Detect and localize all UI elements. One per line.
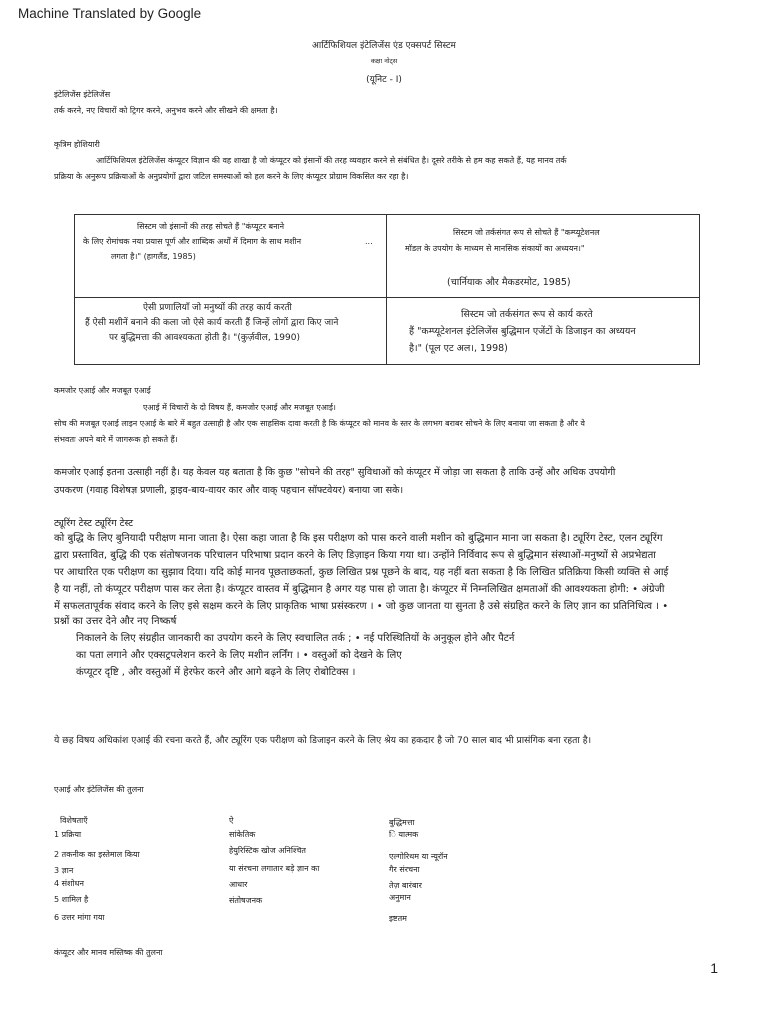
comparison-column-ai	[229, 829, 319, 911]
comparison-column-features	[54, 829, 140, 928]
cell-line: पर बुद्धिमत्ता की आवश्यकता होती है। "(कुर्ज़वील, 1990)	[109, 333, 300, 343]
definitions-cell-act-rationally	[387, 298, 700, 365]
comparison-heading: एआई और इंटेलिजेंस की तुलना	[54, 785, 144, 794]
comparison-cell: 6 उत्तर मांगा गया	[54, 913, 105, 922]
cell-line: सिस्टम जो इंसानों की तरह सोचते हैं "कंप्यूटर बनाने	[137, 222, 285, 231]
ai-definitions-table	[74, 214, 700, 365]
comparison-cell: हेयुरिस्टिक खोज अनिश्चित	[229, 846, 306, 855]
cell-line: सिस्टम जो तर्कसंगत रूप से सोचते हैं "कम्प्यूटेशनल	[453, 228, 600, 237]
definitions-cell-think-rationally	[387, 215, 700, 298]
turing-line: में सफलतापूर्वक संवाद करने के लिए इसे सक्षम करने के लिए प्राकृतिक भाषा प्रसंस्करण । • जो कुछ जानता या सुनता है उसे संग्रहित करने के लिए ज्ञान का प्रतिनिधित्व । •	[54, 601, 669, 612]
intelligence-definition: तर्क करने, नए विचारों को ट्रिगर करने, अनुभव करने और सीखने की क्षमता है।	[54, 106, 278, 115]
ai-paragraph-line: आर्टिफिशियल इंटेलिजेंस कंप्यूटर विज्ञान की वह शाखा है जो कंप्यूटर को इंसानों की तरह व्यवहार करने से संबंधित है। दूसरे तरीके से हम कह सकते हैं, यह मानव तर्क	[96, 156, 567, 165]
turing-line: है या नहीं, तो कंप्यूटर परीक्षण पास कर लेता है। कंप्यूटर वास्तव में बुद्धिमान है अगर यह पास हो जाता है। कंप्यूटर में निम्नलिखित क्षमताओं की आवश्यकता होगी: • अंग्रेजी	[54, 584, 665, 595]
comparison-cell: 4 संशोधन	[54, 879, 84, 888]
comparison-cell: आधार	[229, 880, 248, 889]
comparison-cell: गैर संरचना	[389, 865, 420, 874]
ai-paragraph-line: प्रक्रिया के अनुरूप प्रक्रियाओं के अनुप्रयोगों द्वारा जटिल समस्याओं को हल करने के लिए कंप्यूटर प्रोग्राम विकसित कर रहा है।	[54, 172, 409, 181]
intelligence-heading: इंटेलिजेंस इंटेलिजेंस	[54, 90, 111, 99]
comparison-cell: अनुमान	[389, 893, 411, 902]
comparison-column-intelligence	[389, 829, 448, 929]
comparison-cell: संतोषजनक	[229, 896, 263, 905]
cell-line: ऐसी प्रणालियाँ जो मनुष्यों की तरह कार्य करती	[143, 303, 292, 313]
weak-strong-line: सोच की मजबूत एआई लाइन एआई के बारे में बहुत उत्साही है और एक साहसिक दावा करती है कि कंप्यूटर को मानव के स्तर के लगभग बराबर सोचने के लिए बनाया जा सकता है और वे	[54, 419, 585, 428]
comparison-header-features: विशेषताएँ	[60, 816, 88, 825]
turing-heading: ट्यूरिंग टेस्ट ट्यूरिंग टेस्ट	[54, 518, 134, 529]
comparison-cell: या संरचना लगातार बड़े ज्ञान का	[229, 864, 320, 873]
cell-line: सिस्टम जो तर्कसंगत रूप से कार्य करते	[461, 309, 593, 320]
page-number: 1	[710, 960, 718, 976]
weak-strong-line: संभवतः अपने बारे में जागरूक हो सकते हैं।	[54, 435, 178, 444]
turing-line: को बुद्धि के लिए बुनियादी परीक्षण माना जाता है। ऐसा कहा जाता है कि इस परीक्षण को पास करने वाली मशीन को बुद्धिमान माना जा सकता है। ट्यूरिंग टेस्ट, एलन ट्यूरिंग	[54, 533, 663, 544]
comparison-cell: सांकेतिक	[229, 830, 256, 839]
comparison-cell: इष्टतम	[389, 914, 407, 923]
turing-line: द्वारा प्रस्तावित, बुद्धि की एक संतोषजनक परिचालन परिभाषा प्रदान करने के लिए डिज़ाइन किया गया था। उन्होंने निर्विवाद रूप से बुद्धिमान संस्थाओं-मनुष्यों से अप्रभेद्यता	[54, 550, 656, 561]
more-dots: ...	[365, 237, 373, 246]
definitions-cell-think-humanly	[75, 215, 387, 298]
cell-line: हैं ऐसी मशीनें बनाने की कला जो ऐसे कार्य करती हैं जिन्हें लोगों द्वारा किए जाने	[85, 318, 339, 328]
comparison-header-ai: ऐ	[229, 816, 234, 825]
comparison-cell: 5 शामिल है	[54, 895, 89, 904]
cell-line: है।" (पूल एट अल।, 1998)	[409, 343, 508, 354]
doc-subtitle: कक्षा नोट्स	[370, 57, 398, 65]
comparison-header-intelligence: बुद्धिमत्ता	[389, 818, 415, 827]
cell-line: के लिए रोमांचक नया प्रयास पूर्ण और शाब्दिक अर्थों में दिमाग के साथ मशीन	[83, 237, 302, 246]
turing-indented-line: कंप्यूटर दृष्टि , और वस्तुओं में हेरफेर करने और आगे बढ़ने के लिए रोबोटिक्स ।	[76, 667, 356, 678]
comparison-cell: 2 तकनीक का इस्तेमाल किया	[54, 850, 140, 859]
cell-line: लगता है।" (हागलैंड, 1985)	[111, 252, 196, 261]
cell-line: हैं "कम्प्यूटेशनल इंटेलिजेंस बुद्धिमान एजेंटों के डिजाइन का अध्ययन	[409, 326, 636, 337]
comparison-cell: एल्गोरिथम या न्यूरॉन	[389, 852, 448, 861]
brain-comparison-heading: कंप्यूटर और मानव मस्तिष्क की तुलना	[54, 948, 163, 957]
cell-line: मॉडल के उपयोग के माध्यम से मानसिक संकायों का अध्ययन।"	[405, 244, 585, 253]
comparison-cell: 1 प्रक्रिया	[54, 830, 82, 839]
comparison-cell: तेज़ बारंबार	[389, 881, 422, 890]
turing-line: प्रश्नों का उत्तर देने और नए निष्कर्ष	[54, 616, 177, 627]
six-topics-summary: ये छह विषय अधिकांश एआई की रचना करते हैं, और ट्यूरिंग एक परीक्षण को डिजाइन करने के लिए श्रेय का हकदार है जो 70 साल बाद भी प्रासंगिक बना रहता है।	[54, 735, 592, 746]
unit-label: (यूनिट - I)	[366, 75, 402, 85]
doc-title: आर्टिफिशियल इंटेलिजेंस एंड एक्सपर्ट सिस्टम	[312, 41, 456, 51]
weak-strong-heading: कमजोर एआई और मजबूत एआई	[54, 386, 151, 395]
turing-indented-line: निकालने के लिए संग्रहीत जानकारी का उपयोग करने के लिए स्वचालित तर्क ; • नई परिस्थितियों के अनुकूल होने और पैटर्न	[76, 633, 515, 644]
comparison-cell: 3 ज्ञान	[54, 866, 74, 875]
weak-ai-line: कमजोर एआई इतना उत्साही नहीं है। यह केवल यह बताता है कि कुछ "सोचने की तरह" सुविधाओं को कंप्यूटर में जोड़ा जा सकता है ताकि उन्हें और अधिक उपयोगी	[54, 467, 616, 478]
ai-heading: कृत्रिम होशियारी	[54, 140, 100, 149]
definitions-cell-act-humanly	[75, 298, 387, 365]
weak-strong-line: एआई में विचारों के दो विषय हैं, कमजोर एआई और मजबूत एआई।	[143, 403, 336, 412]
turing-indented-line: का पता लगाने और एक्सट्रपलेशन करने के लिए मशीन लर्निंग । • वस्तुओं को देखने के लिए	[76, 650, 402, 661]
cell-citation: (चार्नियाक और मैकडरमोट, 1985)	[447, 277, 571, 288]
machine-translation-banner: Machine Translated by Google	[18, 6, 202, 21]
comparison-cell: ि यात्मक	[389, 830, 419, 839]
turing-line: पर आधारित एक परीक्षण का सुझाव दिया। यदि कोई मानव पूछताछकर्ता, कुछ लिखित प्रश्न पूछने के बाद, यह नहीं बता सकता है कि लिखित प्रतिक्रिया किसी व्यक्ति से आई	[54, 567, 669, 578]
weak-ai-line: उपकरण (गवाह विशेषज्ञ प्रणाली, ड्राइव-बाय-वायर कार और वाक् पहचान सॉफ्टवेयर) बनाया जा सके।	[54, 485, 404, 496]
